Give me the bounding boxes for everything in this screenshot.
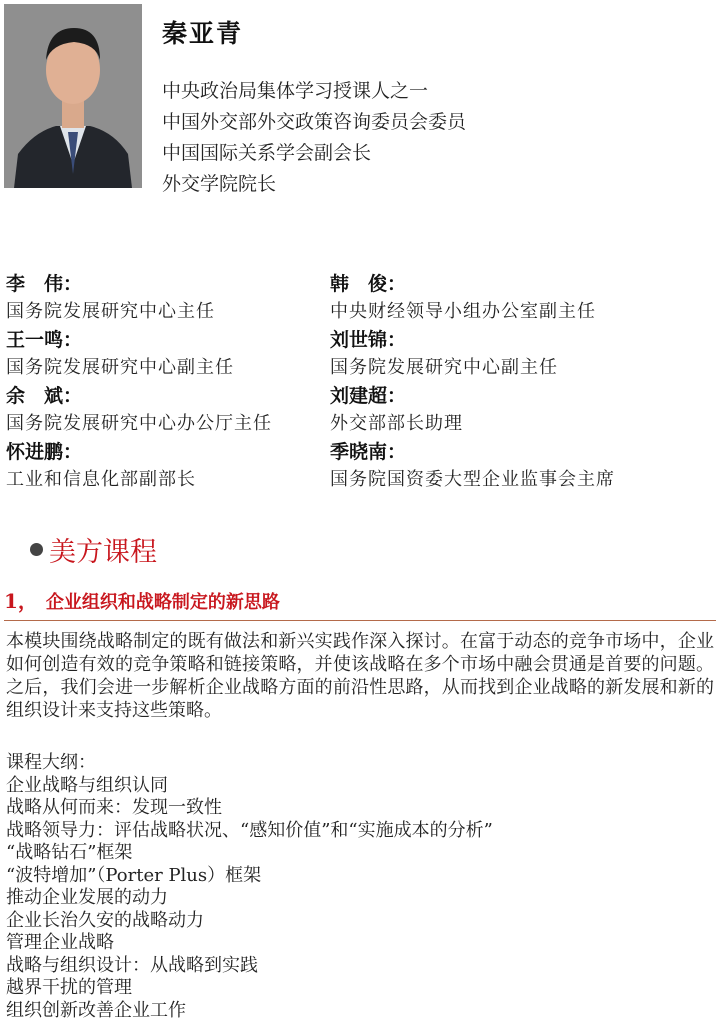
outline-item: 组织创新改善企业工作 — [6, 1000, 714, 1022]
speaker-entry — [6, 326, 272, 382]
speaker-entry — [330, 382, 615, 438]
outline-item: 战略与组织设计：从战略到实践 — [6, 955, 714, 978]
outline-item: 战略领导力：评估战略状况、“感知价值”和“实施成本的分析” — [6, 820, 714, 843]
speaker-name: 怀进鹏： — [6, 438, 272, 466]
outline-item: 管理企业战略 — [6, 932, 714, 955]
speaker-entry — [330, 270, 615, 326]
outline-item: 战略从何而来：发现一致性 — [6, 797, 714, 820]
outline-item: “战略钻石”框架 — [6, 842, 714, 865]
hero-title-line: 外交学院院长 — [162, 169, 466, 200]
speaker-entry — [6, 438, 272, 494]
outline-item: 推动企业发展的动力 — [6, 887, 714, 910]
speaker-entry — [6, 382, 272, 438]
speaker-column-left — [6, 270, 272, 494]
module-heading — [4, 585, 716, 621]
module-intro: 本模块围绕战略制定的既有做法和新兴实践作深入探讨。在富于动态的竞争市场中，企业如何创造有效的竞争策略和链接策略，并使该战略在多个市场中融会贯通是首要的问题。之后，我们会进一步解析企业战略方面的前沿性思路，从而找到企业战略的新发展和新的组织设计来支持这些策略。 — [6, 630, 714, 722]
course-outline — [6, 752, 714, 1022]
outline-item: 越界干扰的管理 — [6, 977, 714, 1000]
speaker-name: 余 斌： — [6, 382, 272, 410]
outline-item: “波特增加”（Porter Plus）框架 — [6, 865, 714, 888]
section-title: 美方课程 — [49, 530, 157, 569]
speaker-role: 国务院发展研究中心办公厅主任 — [6, 410, 272, 438]
speaker-role: 国务院发展研究中心主任 — [6, 298, 272, 326]
speaker-name: 韩 俊： — [330, 270, 615, 298]
hero-title-line: 中国国际关系学会副会长 — [162, 138, 466, 169]
speaker-name: 王一鸣： — [6, 326, 272, 354]
speaker-entry — [6, 270, 272, 326]
speaker-name: 刘世锦： — [330, 326, 615, 354]
speaker-name: 刘建超： — [330, 382, 615, 410]
outline-list — [6, 775, 714, 1022]
hero-title-line: 中国外交部外交政策咨询委员会委员 — [162, 107, 466, 138]
outline-item: 企业长治久安的战略动力 — [6, 910, 714, 933]
hero-title-line: 中央政治局集体学习授课人之一 — [162, 76, 466, 107]
speaker-role: 国务院发展研究中心副主任 — [330, 354, 615, 382]
speaker-role: 国务院国资委大型企业监事会主席 — [330, 466, 615, 494]
speaker-name: 季晓南： — [330, 438, 615, 466]
speaker-entry — [330, 326, 615, 382]
bullet-icon — [30, 543, 43, 556]
portrait-photo — [4, 4, 142, 188]
hero-titles — [162, 76, 466, 200]
outline-item: 企业战略与组织认同 — [6, 775, 714, 798]
speaker-role: 外交部部长助理 — [330, 410, 615, 438]
speaker-name: 李 伟： — [6, 270, 272, 298]
module-title: 企业组织和战略制定的新思路 — [46, 592, 280, 613]
section-heading — [30, 530, 157, 569]
speaker-role: 国务院发展研究中心副主任 — [6, 354, 272, 382]
hero-name: 秦亚青 — [162, 14, 243, 50]
speaker-entry — [330, 438, 615, 494]
module-number: 1， — [4, 589, 38, 613]
speaker-role: 中央财经领导小组办公室副主任 — [330, 298, 615, 326]
outline-label: 课程大纲： — [6, 752, 714, 775]
speaker-role: 工业和信息化部副部长 — [6, 466, 272, 494]
speaker-column-right — [330, 270, 615, 494]
